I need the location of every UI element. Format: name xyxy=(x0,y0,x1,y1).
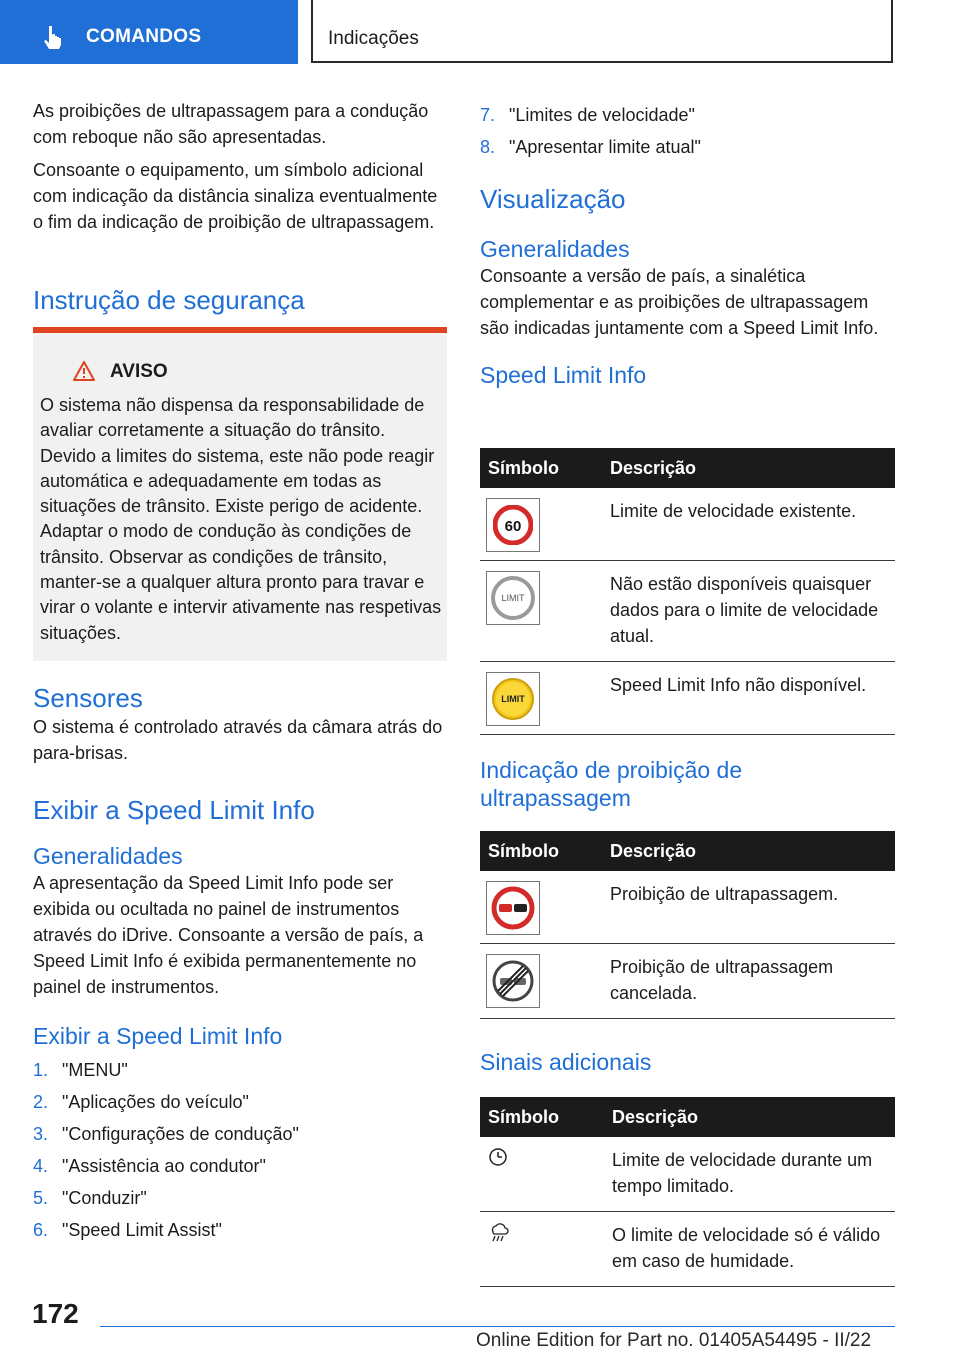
step-item: 4. "Assistência ao condutor" xyxy=(33,1156,266,1176)
table-row xyxy=(480,871,895,944)
step-item: 3. "Configurações de condução" xyxy=(33,1124,299,1144)
hand-pointer-icon xyxy=(40,24,66,50)
table-row xyxy=(480,1137,895,1212)
warning-title: AVISO xyxy=(110,361,168,382)
page-number: 172 xyxy=(32,1298,79,1329)
step-item: 2. "Aplicações do veículo" xyxy=(33,1092,249,1112)
clock-icon xyxy=(488,1147,508,1167)
col-header-symbol: Símbolo xyxy=(480,1097,610,1137)
show-section xyxy=(33,794,453,1246)
general-heading-right: Generalidades xyxy=(480,236,630,262)
svg-text:LIMIT: LIMIT xyxy=(501,593,525,603)
table-cell-desc: O limite de velocidade só é válido em caso de humidade. xyxy=(610,1212,895,1287)
limit-unavailable-yellow-icon xyxy=(490,676,536,722)
intro-paragraph-2: Consoante o equipamento, um símbolo adicional com indicação da distância sinaliza eventualmente o fim da indicação de proibição de ultrapassagem. xyxy=(33,160,438,232)
step-item: 5. "Conduzir" xyxy=(33,1188,147,1208)
speed-limit-60-icon xyxy=(493,505,533,545)
col-header-symbol: Símbolo xyxy=(480,831,608,871)
no-overtaking-cancelled-icon xyxy=(491,959,535,1003)
sensors-text: O sistema é controlado através da câmara atrás do para-brisas. xyxy=(33,717,443,763)
step-item: 7. "Limites de velocidade" xyxy=(480,105,695,125)
safety-heading: Instrução de segurança xyxy=(33,285,305,315)
section-tab xyxy=(0,0,298,64)
sensors-section xyxy=(33,682,447,773)
table-row xyxy=(480,662,895,735)
overtake-heading: Indicação de proibição de ultrapassagem xyxy=(480,757,743,811)
general-heading-left: Generalidades xyxy=(33,843,183,869)
table-cell-desc: Proibição de ultrapassagem. xyxy=(608,871,895,944)
sensors-heading: Sensores xyxy=(33,683,143,713)
signs-section xyxy=(480,1048,895,1076)
table-row xyxy=(480,944,895,1019)
show-heading: Exibir a Speed Limit Info xyxy=(33,795,315,825)
col-header-description: Descrição xyxy=(610,1097,895,1137)
signs-heading: Sinais adicionais xyxy=(480,1049,652,1075)
col-header-description: Descrição xyxy=(608,448,895,488)
svg-text:LIMIT: LIMIT xyxy=(501,694,525,704)
table-cell-desc: Limite de velocidade existente. xyxy=(608,488,895,561)
general-text-right: Consoante a versão de país, a sinalética complementar e as proibições de ultrapassagem são indicadas juntamente com a Speed Limit Info. xyxy=(480,266,879,338)
intro-paragraph-1: As proibições de ultrapassagem para a condução com reboque não são apresentadas. xyxy=(33,101,429,147)
show-sub-heading: Exibir a Speed Limit Info xyxy=(33,1023,283,1049)
table-cell-desc: Limite de velocidade durante um tempo limitado. xyxy=(610,1137,895,1212)
footer-edition: Online Edition for Part no. 01405A54495 - II/22 xyxy=(476,1330,872,1351)
step-item: 6. "Speed Limit Assist" xyxy=(33,1220,222,1240)
rain-icon xyxy=(488,1222,510,1242)
safety-section xyxy=(33,284,447,316)
sli-heading: Speed Limit Info xyxy=(480,362,647,388)
warning-triangle-icon xyxy=(73,361,95,381)
steps-list-left xyxy=(33,1054,453,1246)
section-label: COMANDOS xyxy=(86,26,202,47)
overtaking-table xyxy=(480,831,895,1019)
svg-text:60: 60 xyxy=(504,518,522,535)
table-cell-desc: Proibição de ultrapassagem cancelada. xyxy=(608,944,895,1019)
signs-table xyxy=(480,1097,895,1287)
no-overtaking-icon xyxy=(491,886,535,930)
right-column-top xyxy=(480,99,895,389)
col-header-description: Descrição xyxy=(608,831,895,871)
table-row xyxy=(480,488,895,561)
overtake-section xyxy=(480,756,895,812)
limit-unavailable-grey-icon xyxy=(490,575,536,621)
table-cell-desc: Não estão disponíveis quaisquer dados para o limite de velocidade atual. xyxy=(608,561,895,662)
display-heading: Visualização xyxy=(480,184,626,214)
chapter-title: Indicações xyxy=(328,28,419,49)
table-cell-desc: Speed Limit Info não disponível. xyxy=(608,662,895,735)
steps-list-right xyxy=(480,99,895,163)
col-header-symbol: Símbolo xyxy=(480,448,608,488)
left-column-top xyxy=(33,98,447,242)
warning-box xyxy=(33,327,447,661)
chapter-header xyxy=(311,0,893,63)
warning-text: O sistema não dispensa da responsabilidade de avaliar corretamente a situação do trânsito. Devido a limites do sistema, este não pode reagir automática e adequadamente em todas as situações de trânsito. Existe perigo de acidente. Adaptar o modo de condução às condições de trânsito. Observar as condições de trânsito, manter-se a qualquer altura pronto para travar e virar o volante e intervir ativamente nas respetivas situações. xyxy=(40,395,442,643)
footer-divider xyxy=(100,1326,895,1327)
step-item: 1. "MENU" xyxy=(33,1060,128,1080)
step-item: 8. "Apresentar limite atual" xyxy=(480,137,701,157)
table-row xyxy=(480,1212,895,1287)
table-row xyxy=(480,561,895,662)
speed-limit-table xyxy=(480,448,895,735)
general-text-left: A apresentação da Speed Limit Info pode ser exibida ou ocultada no painel de instrumentos através do iDrive. Consoante a versão de país, a Speed Limit Info é exibida permanentemente no painel de instrumentos. xyxy=(33,873,424,997)
